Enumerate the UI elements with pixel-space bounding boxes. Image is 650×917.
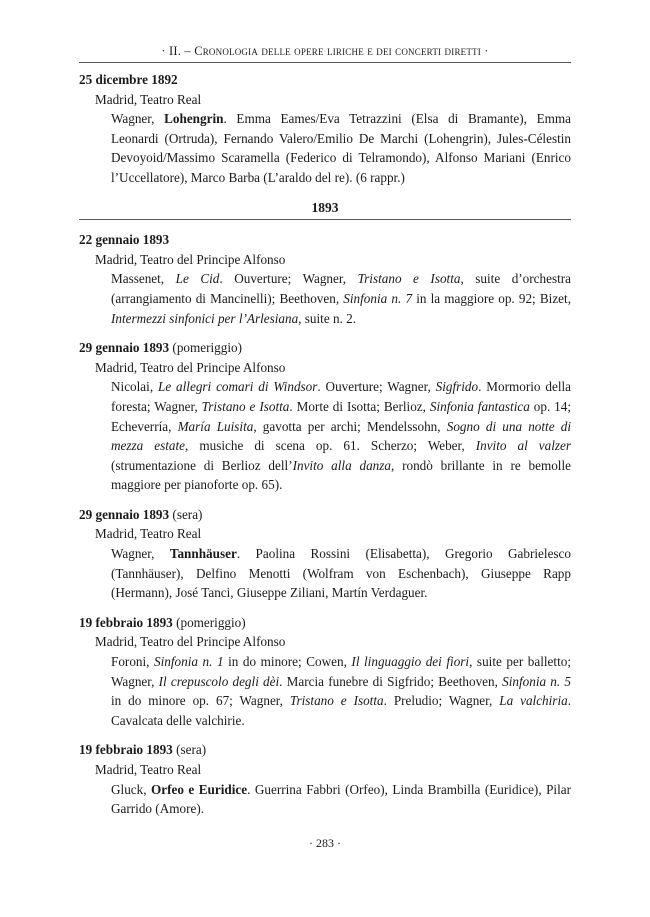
- entries-1892: [79, 70, 571, 188]
- program-text: Massenet,: [111, 271, 176, 287]
- entry-date-line: [79, 613, 571, 633]
- program-text: Foroni,: [111, 654, 155, 670]
- work-title: Sinfonia n. 1: [154, 654, 224, 670]
- program-text: Gluck,: [111, 781, 151, 797]
- program-text: , musiche di scena op. 61. Scherzo; Weber,: [185, 438, 476, 454]
- concert-entry: [79, 505, 571, 603]
- entry-program: [79, 652, 571, 730]
- entry-date-line: [79, 505, 571, 525]
- entry-date-line: [79, 740, 571, 760]
- entry-time-note: (sera): [169, 506, 203, 522]
- work-title: Sinfonia n. 5: [502, 673, 571, 689]
- entries-1893: [79, 230, 571, 819]
- entry-program: [79, 780, 571, 819]
- opera-title: Orfeo e Euridice: [151, 781, 248, 797]
- concert-entry: [79, 740, 571, 818]
- program-text: , suite per balletto; Wagner,: [111, 654, 571, 689]
- program-text: . Guerrina Fabbri (Orfeo), Linda Brambilla (Euridice), Pilar Garrido (Amore).: [111, 781, 571, 817]
- program-text: . Ouverture; Wagner,: [219, 271, 358, 287]
- program-text: . Marcia funebre di Sigfrido; Beethoven,: [279, 673, 503, 689]
- entry-venue: Madrid, Teatro Real: [95, 526, 202, 542]
- entry-venue: Madrid, Teatro del Principe Alfonso: [95, 359, 286, 375]
- entry-venue: Madrid, Teatro Real: [95, 91, 202, 107]
- work-title: Il linguaggio dei fiori: [351, 654, 470, 670]
- program-text: Wagner,: [111, 111, 165, 127]
- entry-venue: Madrid, Teatro del Principe Alfonso: [95, 634, 286, 650]
- work-title: María Luisita: [177, 418, 254, 434]
- work-title: Tristano e Isotta: [357, 271, 461, 287]
- header-rule: [79, 62, 571, 63]
- program-text: op. 14; Echeverría,: [111, 398, 572, 434]
- program-text: , suite n. 2.: [298, 310, 357, 326]
- work-title: Sogno di una notte di mezza estate: [111, 418, 571, 454]
- concert-entry: [79, 338, 571, 495]
- program-text: , gavotta per archi; Mendelssohn,: [253, 418, 447, 434]
- year-gap: [79, 220, 571, 230]
- program-text: , suite d’orchestra (arrangiamento di Mancinelli); Beethoven,: [111, 271, 572, 306]
- page-number: · 283 ·: [309, 836, 341, 850]
- program-text: . Morte di Isotta; Berlioz,: [289, 398, 430, 414]
- program-text: in do minore; Cowen,: [223, 654, 352, 670]
- program-text: Nicolai,: [111, 379, 158, 395]
- entry-date-line: [79, 338, 571, 358]
- entry-date: 29 gennaio 1893: [79, 340, 170, 356]
- opera-title: Tannhäuser: [169, 546, 237, 562]
- program-text: . Emma Eames/Eva Tetrazzini (Elsa di Bramante), Emma Leonardi (Ortruda), Fernando Valero/Emilio De Marchi (Lohengrin), Jules-Célestin Devoyoid/Massimo Scaramella (Federico di Telramondo), Alfonso Mariani (Enrico l’Uccellatore), Marco Barba (L’araldo del re). (6 rappr.): [111, 111, 571, 185]
- entry-date: 29 gennaio 1893: [79, 506, 170, 522]
- entry-date: 19 febbraio 1893: [79, 742, 173, 758]
- program-text: . Mormorio della foresta; Wagner,: [111, 379, 571, 414]
- entry-program: [79, 544, 571, 603]
- work-title: Le Cid: [175, 271, 220, 287]
- work-title: Tristano e Isotta: [201, 398, 290, 414]
- entry-venue: Madrid, Teatro Real: [95, 762, 202, 777]
- work-title: Sinfonia n. 7: [343, 290, 413, 306]
- program-text: , rondò brillante in re bemolle maggiore per pianoforte op. 65).: [111, 457, 571, 493]
- opera-title: Lohengrin: [164, 111, 224, 127]
- entry-time-note: (pomeriggio): [169, 340, 243, 356]
- program-text: Wagner,: [111, 546, 170, 562]
- work-title: Tristano e Isotta: [289, 693, 384, 709]
- work-title: Invito al valzer: [475, 438, 572, 454]
- entry-date: 22 gennaio 1893: [79, 232, 170, 248]
- work-title: Le allegri comari di Windsor: [157, 379, 318, 395]
- work-title: Il crepuscolo degli dèi: [158, 673, 280, 689]
- entry-date-line: [79, 70, 571, 90]
- work-title: La valchiria: [499, 693, 568, 709]
- work-title: Invito alla danza: [292, 457, 391, 473]
- program-text: . Ouverture; Wagner,: [317, 379, 436, 395]
- concert-entry: [79, 230, 571, 328]
- work-title: Sinfonia fantastica: [429, 398, 530, 414]
- entry-program: [79, 109, 571, 187]
- entry-date: 25 dicembre 1892: [79, 72, 178, 87]
- program-text: . Paolina Rossini (Elisabetta), Gregorio Gabrielesco (Tannhäuser), Delfino Menotti (Wolfram von Eschenbach), Giuseppe Rapp (Hermann), José Tanci, Giuseppe Ziliani, Martín Verdaguer.: [111, 546, 571, 601]
- concert-entry: [79, 613, 571, 731]
- entry-date: 19 febbraio 1893: [79, 614, 173, 630]
- work-title: Sigfrido: [435, 379, 479, 395]
- entry-time-note: (sera): [172, 742, 207, 758]
- program-text: in la maggiore op. 92; Bizet,: [412, 290, 571, 306]
- program-text: in do minore op. 67; Wagner,: [111, 693, 290, 709]
- entry-program: [79, 269, 571, 328]
- program-text: . Preludio; Wagner,: [383, 693, 500, 709]
- running-head: · II. – Cronologia delle opere liriche e dei concerti diretti ·: [161, 44, 489, 58]
- concert-entry: [79, 70, 571, 188]
- entry-program: [79, 377, 571, 495]
- entry-time-note: (pomeriggio): [172, 614, 246, 630]
- program-text: (strumentazione di Berlioz dell’: [111, 457, 293, 473]
- work-title: Intermezzi sinfonici per l’Arlesiana: [111, 310, 299, 326]
- entry-date-line: [79, 230, 571, 250]
- program-text: . Cavalcata delle valchirie.: [111, 693, 571, 728]
- page-body: [79, 70, 571, 829]
- year-heading: 1893: [79, 198, 571, 221]
- entry-venue: Madrid, Teatro del Principe Alfonso: [95, 251, 286, 267]
